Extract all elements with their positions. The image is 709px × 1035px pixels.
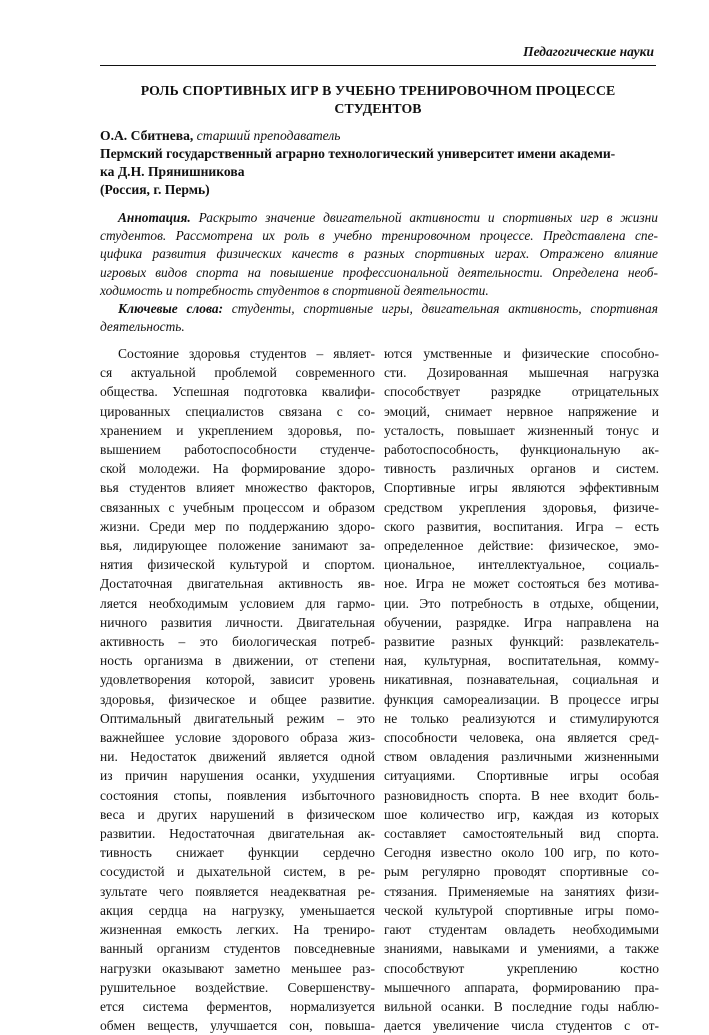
abstract-line: цифика развития физических качеств в разных спортивных играх. Отражено влияние bbox=[100, 246, 658, 262]
body-line: способствует разрядке отрицательных bbox=[384, 384, 659, 400]
body-line: ничного развития личности. Двигательная bbox=[100, 614, 375, 630]
body-line: стязания. Применяемые на занятиях физи- bbox=[384, 883, 659, 899]
keywords-line bbox=[100, 300, 658, 318]
body-line: Оптимальный двигательный режим – это bbox=[100, 710, 375, 726]
abstract-line bbox=[100, 209, 658, 227]
body-line: сосудистой и дыхательной систем, в ре- bbox=[100, 864, 375, 880]
body-line: состояния стопы, появления избыточного bbox=[100, 787, 375, 803]
body-line: функция самореализации. В процессе игры bbox=[384, 691, 659, 707]
article-title-line-1: РОЛЬ СПОРТИВНЫХ ИГР В УЧЕБНО ТРЕНИРОВОЧНОМ ПРОЦЕССЕ bbox=[140, 83, 616, 98]
body-line: ции. Это потребность в отдыхе, общении, bbox=[384, 595, 659, 611]
body-line: ное. Игра не может состояться без мотива- bbox=[384, 576, 659, 592]
author-name: О.А. Сбитнева, bbox=[100, 128, 194, 143]
body-line: тивность снижает функции сердечно bbox=[100, 845, 375, 861]
body-line: нятия физической культурой и спортом. bbox=[100, 557, 375, 573]
abstract-text: Раскрыто значение двигательной активности и спортивных игр в жизни bbox=[190, 210, 658, 225]
body-line: усталость, повышает жизненный тонус и bbox=[384, 422, 659, 438]
body-line: сти. Дозированная мышечная нагрузка bbox=[384, 365, 659, 381]
body-line: вышением работоспособности студенче- bbox=[100, 442, 375, 458]
body-line: развитии. Недостаточная двигательная ак- bbox=[100, 826, 375, 842]
body-line: ная, культурная, воспитательная, комму- bbox=[384, 653, 659, 669]
header-rule bbox=[100, 65, 656, 66]
body-line: составляет самостоятельный вид спорта. bbox=[384, 826, 659, 842]
body-line: жизни. Среди мер по поддержанию здоро- bbox=[100, 518, 375, 534]
body-line: ются умственные и физические способно- bbox=[384, 346, 659, 361]
affiliation-line-2: ка Д.Н. Прянишникова bbox=[100, 164, 245, 179]
author-location: (Россия, г. Пермь) bbox=[100, 182, 210, 197]
body-line: знаниями, навыками и умениями, а также bbox=[384, 941, 659, 957]
body-line: способности человека, она является сред- bbox=[384, 730, 659, 746]
body-line: ется система ферментов, нормализуется bbox=[100, 998, 375, 1014]
abstract bbox=[100, 209, 658, 336]
body-line: Достаточная двигательная активность яв- bbox=[100, 576, 375, 592]
body-line: удовлетворения которой, зависит уровень bbox=[100, 672, 375, 688]
body-line: ского развития, воспитания. Игра – есть bbox=[384, 518, 659, 534]
body-line: мышечного аппарата, формированию пра- bbox=[384, 979, 659, 995]
body-line: эмоций, снимает нервное напряжение и bbox=[384, 403, 659, 419]
body-line: нагрузки оказывают заметно меньшее раз- bbox=[100, 960, 375, 976]
body-line: ность организма в движении, от степени bbox=[100, 653, 375, 669]
body-line: активность – это биологическая потреб- bbox=[100, 634, 375, 650]
running-head: Педагогические науки bbox=[523, 44, 654, 59]
body-line: определенное действие: физическое, эмо- bbox=[384, 538, 659, 554]
body-line: обучении, разрядке. Игра направлена на bbox=[384, 614, 659, 630]
author-position: старший преподаватель bbox=[193, 128, 341, 143]
article-title bbox=[108, 82, 648, 118]
keywords-line: деятельность. bbox=[100, 319, 185, 335]
body-line: вья, лидирующее положение занимают за- bbox=[100, 538, 375, 554]
body-line: веса и других нарушений в физическом bbox=[100, 806, 375, 822]
body-line: ством овладения различными жизненными bbox=[384, 749, 659, 765]
body-line: цированных специалистов связана с со- bbox=[100, 403, 375, 419]
body-line: здоровья, физическое и общее развитие. bbox=[100, 691, 375, 707]
body-line: тивность различных органов и систем. bbox=[384, 461, 659, 477]
body-line: циональное, интеллектуальное, социаль- bbox=[384, 557, 659, 573]
body-line: зультате чего появляется неадекватная ре- bbox=[100, 883, 375, 899]
body-line: не только реализуются и стимулируются bbox=[384, 710, 659, 726]
body-line: вья студентов влияет множество факторов, bbox=[100, 480, 375, 496]
body-line: Сегодня известно около 100 игр, по кото- bbox=[384, 845, 659, 861]
body-line: ситуациями. Спортивные игры особая bbox=[384, 768, 659, 784]
keywords-label: Ключевые слова: bbox=[118, 301, 224, 317]
body-line: дается увеличение числа студентов с от- bbox=[384, 1018, 659, 1034]
body-column-right bbox=[384, 344, 659, 1035]
body-line: ни. Недостаток движений является одной bbox=[100, 749, 375, 765]
abstract-line: ходимость и потребность студентов в спортивной деятельности. bbox=[100, 282, 489, 298]
body-line: обмен веществ, улучшается сон, повыша- bbox=[100, 1018, 375, 1034]
body-line: ляется необходимым условием для гармо- bbox=[100, 595, 375, 611]
body-line: гают студентам овладеть необходимыми bbox=[384, 922, 659, 938]
body-line: ческой культурой спортивные игры помо- bbox=[384, 902, 659, 918]
body-line: акция сердца на нагрузку, уменьшается bbox=[100, 902, 375, 918]
body-line: хранением и укреплением здоровья, по- bbox=[100, 422, 375, 438]
body-line: важнейшее условие здорового образа жиз- bbox=[100, 730, 375, 746]
body-line: связанных с учебным процессом и образом bbox=[100, 499, 375, 515]
body-line: способствуют укреплению костно bbox=[384, 960, 659, 976]
abstract-line: студентов. Рассмотрена их роль в учебно тренировочном процессе. Представлена спе- bbox=[100, 228, 658, 244]
abstract-line: игровых видов спорта на повышение профессиональной деятельности. Определена необ- bbox=[100, 264, 658, 280]
body-line: разновидность спорта. В нее входит боль- bbox=[384, 787, 659, 803]
body-line: никативная, познавательная, социальная и bbox=[384, 672, 659, 688]
body-line: Спортивные игры являются эффективным bbox=[384, 480, 659, 496]
body-line: Состояние здоровья студентов – являет- bbox=[118, 346, 375, 361]
body-line: средством укрепления здоровья, физиче- bbox=[384, 499, 659, 515]
body-column-left bbox=[100, 344, 375, 1035]
body-line: развитие разных функций: развлекатель- bbox=[384, 634, 659, 650]
body-line: шое количество игр, каждая из которых bbox=[384, 806, 659, 822]
abstract-label: Аннотация. bbox=[118, 210, 191, 225]
article-title-line-2: СТУДЕНТОВ bbox=[334, 101, 422, 116]
body-line: ской молодежи. На формирование здоро- bbox=[100, 461, 375, 477]
body-line: рушительное воздействие. Совершенству- bbox=[100, 979, 375, 995]
author-block bbox=[100, 127, 660, 199]
body-line: вильной осанки. В последние годы наблю- bbox=[384, 998, 659, 1014]
body-line: ся актуальной проблемой современного bbox=[100, 365, 375, 381]
keywords-text: студенты, спортивные игры, двигательная активность, спортивная bbox=[223, 301, 658, 317]
body-line: рым регулярно проводят спортивные со- bbox=[384, 864, 659, 880]
body-line: ванный организм студентов повседневные bbox=[100, 941, 375, 957]
affiliation-line-1: Пермский государственный аграрно технологический университет имени академи- bbox=[100, 146, 616, 161]
body-line: жизненная емкость легких. На трениро- bbox=[100, 922, 375, 938]
body-line: общества. Успешная подготовка квалифи- bbox=[100, 384, 375, 400]
body-line: работоспособность, функциональную ак- bbox=[384, 442, 659, 458]
body-line: из причин нарушения осанки, ухудшения bbox=[100, 768, 375, 784]
author-line bbox=[100, 127, 660, 145]
